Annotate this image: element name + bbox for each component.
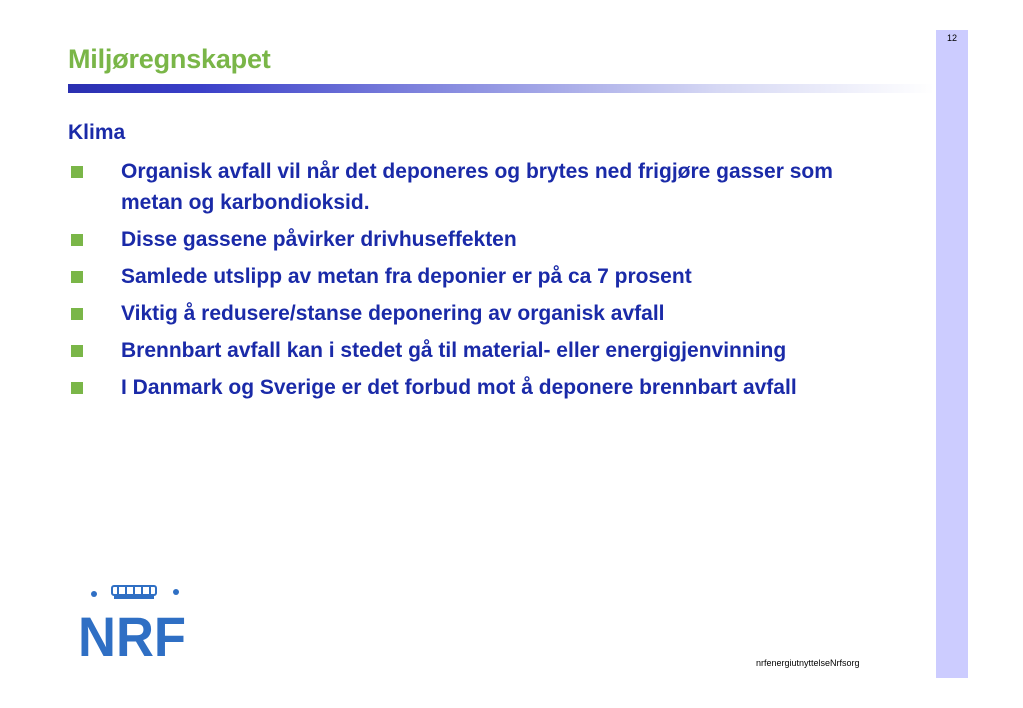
page-number: 12: [946, 33, 957, 43]
title-gradient-rule: [68, 84, 934, 93]
bullet-text: Samlede utslipp av metan fra deponier er på ca 7 prosent: [121, 265, 692, 288]
square-bullet-icon: [71, 234, 83, 246]
bullet-item: [68, 261, 898, 292]
bullet-item: [68, 156, 898, 218]
square-bullet-icon: [71, 308, 83, 320]
footer-text: nrfenergiutnyttelseNrfsorg: [756, 658, 860, 668]
square-bullet-icon: [71, 345, 83, 357]
bullet-item: [68, 372, 898, 403]
bullet-list: [68, 156, 898, 409]
logo-text: NRF: [78, 605, 186, 660]
section-heading: Klima: [68, 121, 126, 144]
bullet-text: Disse gassene påvirker drivhuseffekten: [121, 228, 517, 251]
nrf-logo: [76, 580, 188, 660]
bullet-text: Organisk avfall vil når det deponeres og brytes ned frigjøre gasser som metan og karbondioksid.: [121, 160, 833, 214]
slide-title: Miljøregnskapet: [68, 44, 271, 74]
bullet-text: I Danmark og Sverige er det forbud mot å deponere brennbart avfall: [121, 376, 797, 399]
bullet-text: Brennbart avfall kan i stedet gå til material- eller energigjenvinning: [121, 339, 787, 362]
side-bar: [936, 30, 968, 678]
bullet-item: [68, 335, 898, 366]
square-bullet-icon: [71, 382, 83, 394]
square-bullet-icon: [71, 166, 83, 178]
bullet-text: Viktig å redusere/stanse deponering av organisk avfall: [121, 302, 665, 325]
square-bullet-icon: [71, 271, 83, 283]
bullet-item: [68, 298, 898, 329]
bullet-item: [68, 224, 898, 255]
